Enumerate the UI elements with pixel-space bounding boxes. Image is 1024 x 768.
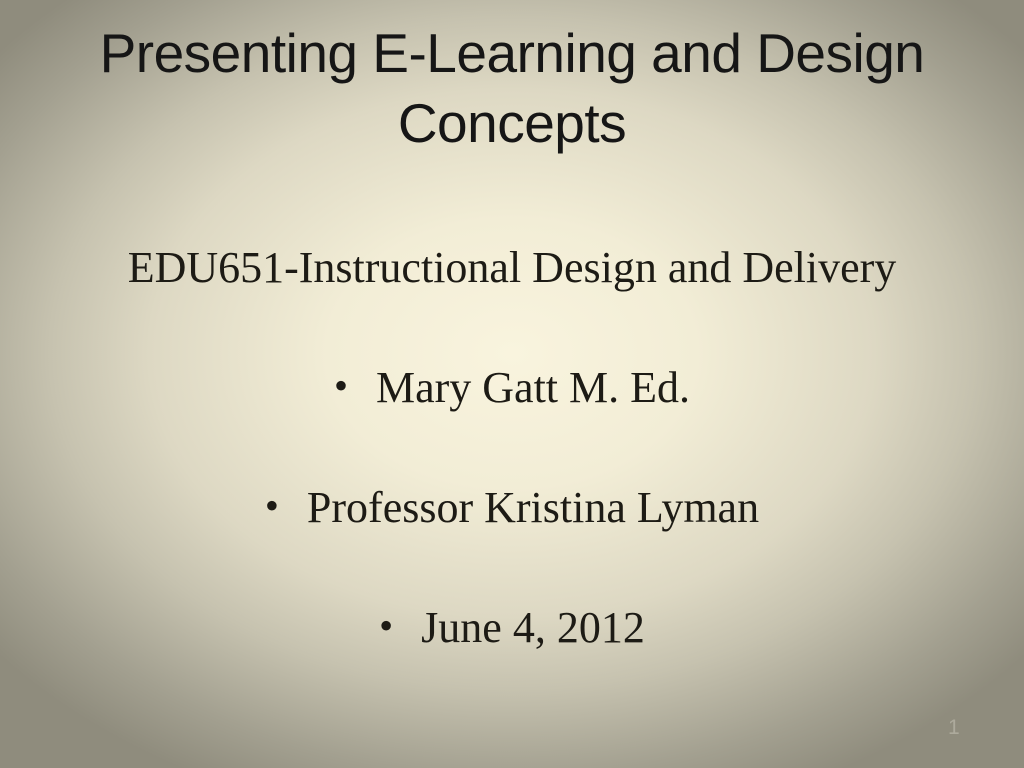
slide-number: 1	[948, 716, 960, 739]
bullet-item-author	[0, 358, 1024, 418]
bullet-item-professor	[0, 478, 1024, 538]
bullet-icon: •	[264, 483, 279, 528]
bullet-item-label: June 4, 2012	[421, 603, 645, 652]
bullet-icon: •	[379, 603, 394, 648]
bullet-item-date	[0, 598, 1024, 658]
bullet-item-label: Professor Kristina Lyman	[306, 483, 760, 532]
bullet-item-label: Mary Gatt M. Ed.	[375, 363, 691, 412]
slide-body	[0, 238, 1024, 718]
bullet-icon: •	[333, 363, 348, 408]
subtitle-course-line: EDU651-Instructional Design and Delivery	[127, 243, 897, 292]
slide-title: Presenting E-Learning and Design Concepts	[99, 22, 925, 154]
